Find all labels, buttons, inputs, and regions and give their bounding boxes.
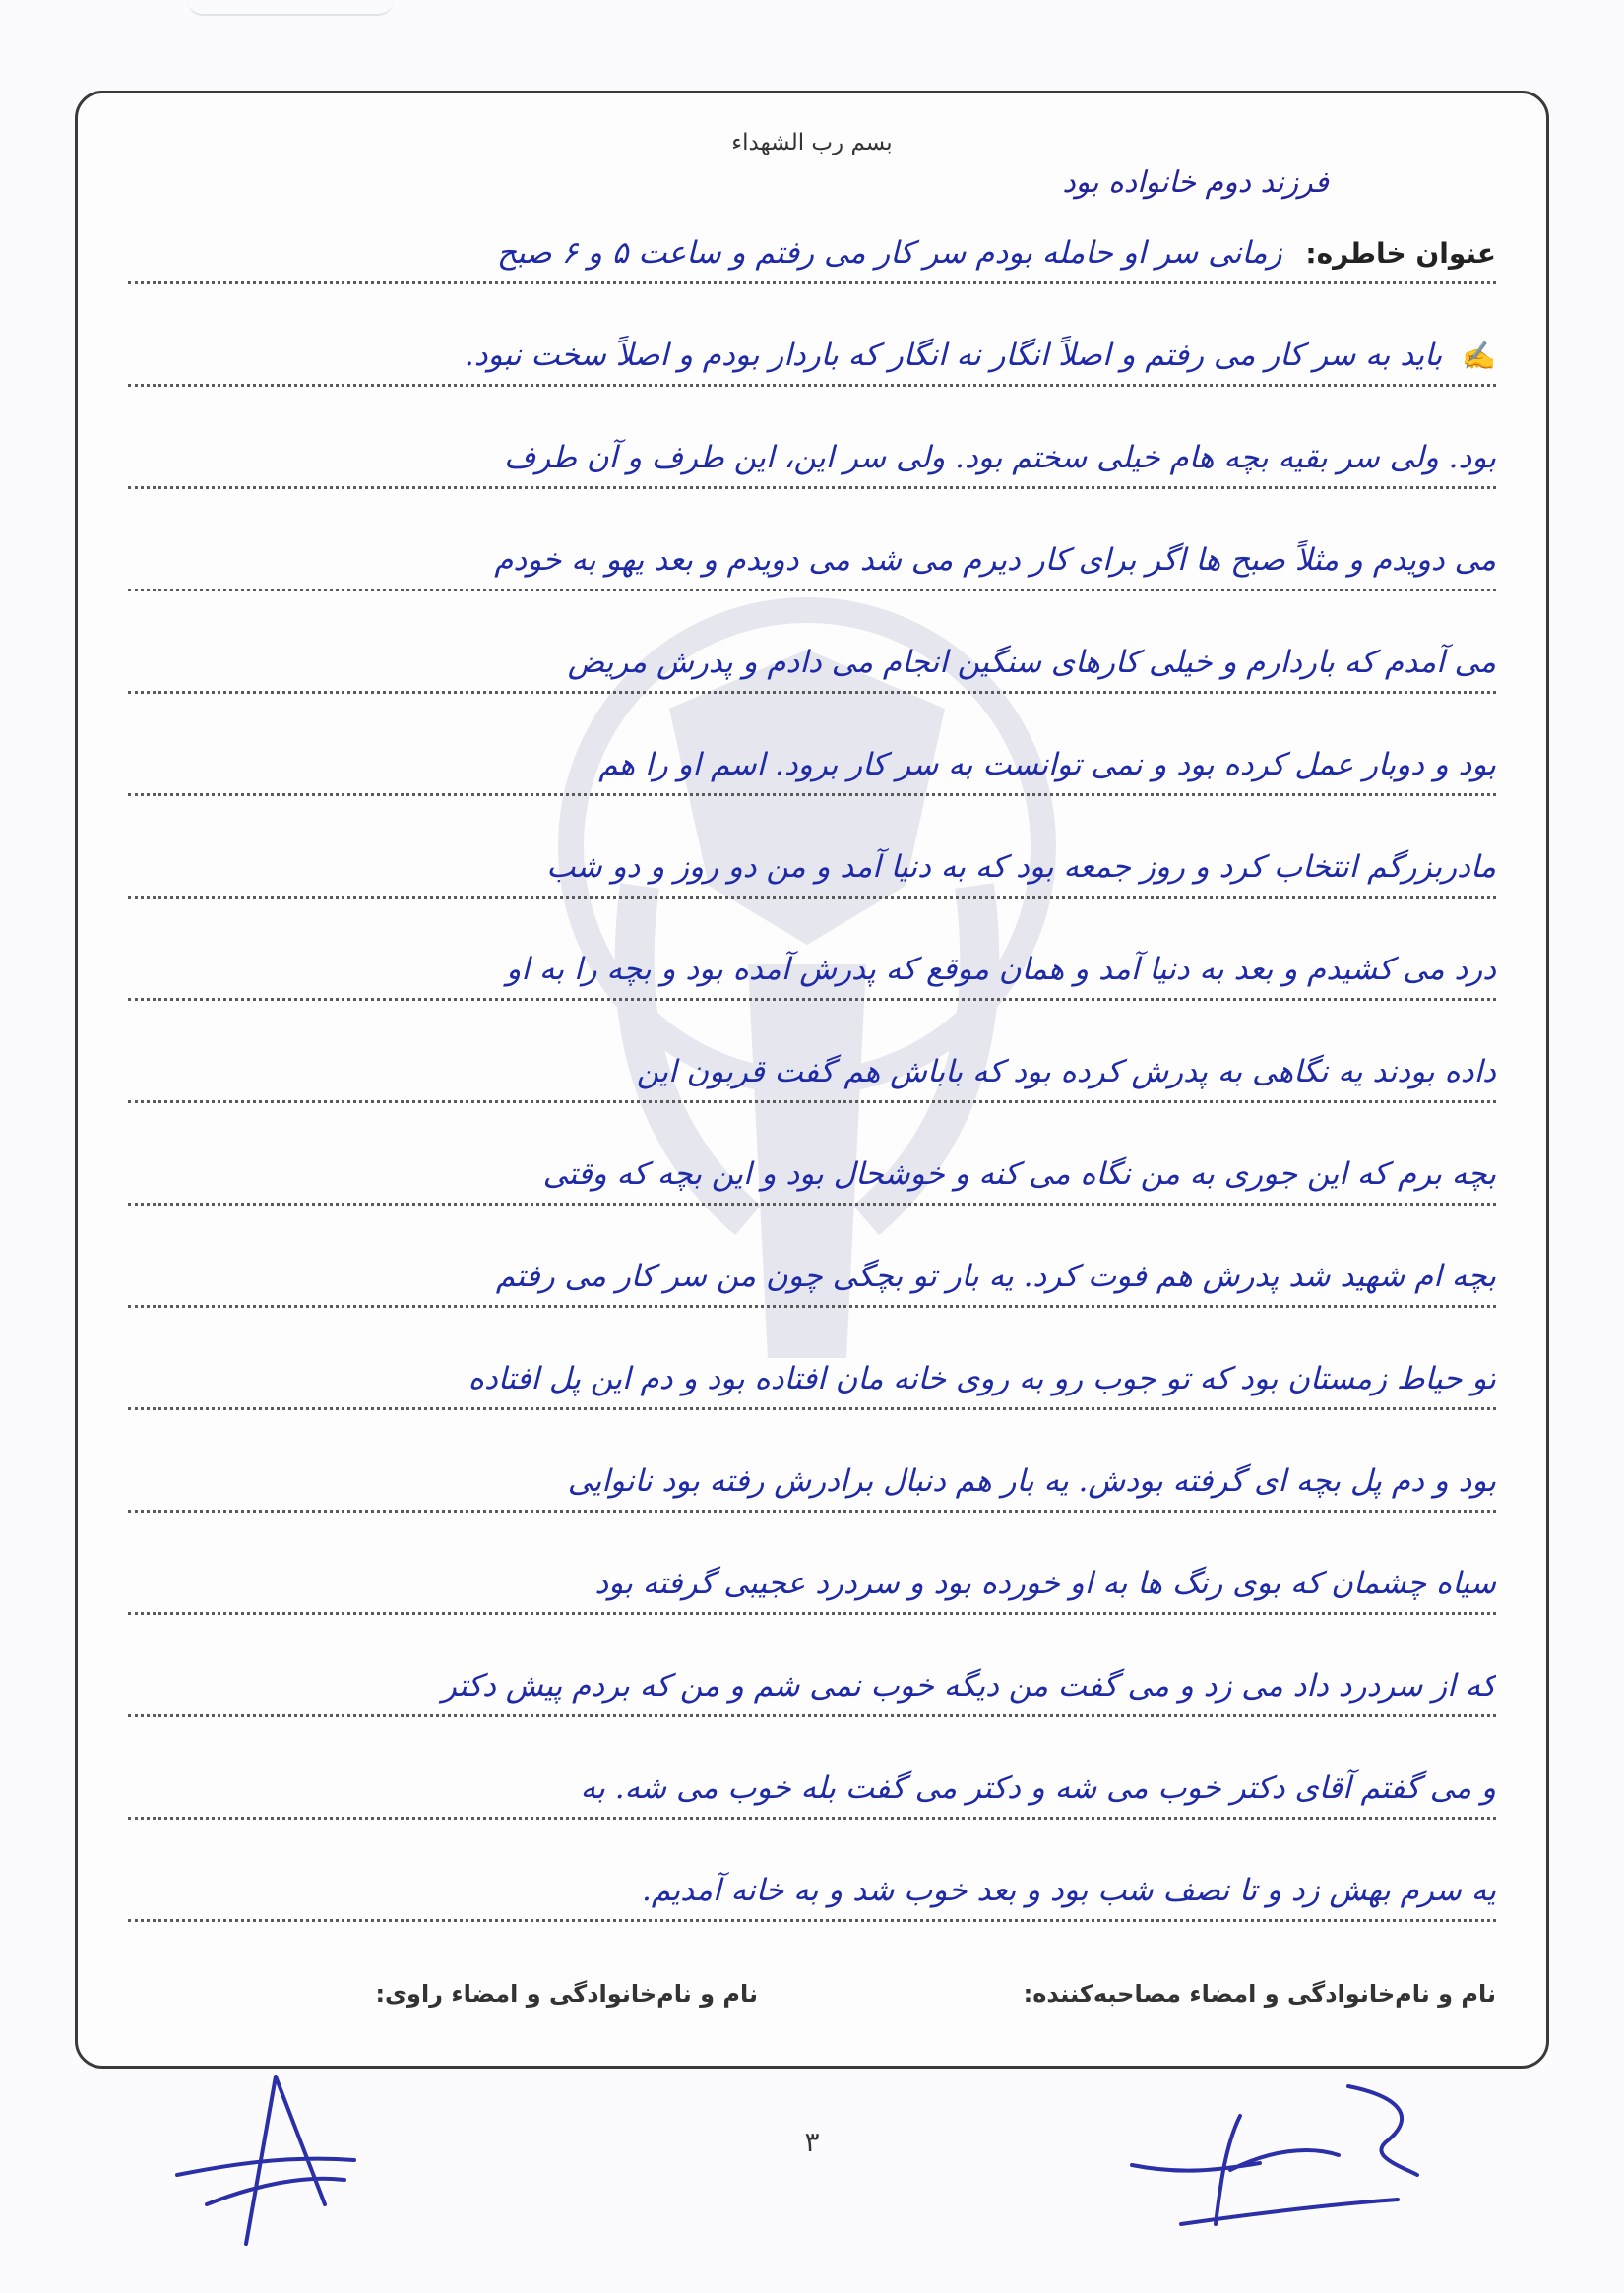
- memory-line-2: [128, 327, 1496, 387]
- memory-line-5: [128, 634, 1496, 694]
- memory-line-3: [128, 429, 1496, 489]
- memory-line-text: باید به سر کار می رفتم و اصلاً انگار نه انگار که باردار بودم و اصلاً سخت نبود.: [464, 338, 1443, 373]
- memory-line-text: بچه برم که این جوری به من نگاه می کنه و خوشحال بود و این بچه که وقتی: [542, 1156, 1496, 1192]
- memory-line-text: که از سردرد داد می زد و می گفت من دیگه خوب نمی شم و من که بردم پیش دکتر: [441, 1668, 1496, 1704]
- memory-line-1: [128, 224, 1496, 284]
- memory-line-text: سیاه چشمان که بوی رنگ ها به او خورده بود و سردرد عجیبی گرفته بود: [594, 1566, 1496, 1601]
- memory-line-text: تو حیاط زمستان بود که تو جوب رو به روی خانه مان افتاده بود و دم این پل افتاده: [468, 1361, 1496, 1396]
- memory-line-text: می دویدم و مثلاً صبح ها اگر برای کار دیرم می شد می دویدم و بعد یهو به خودم: [494, 542, 1496, 578]
- memory-line-text: بچه ام شهید شد پدرش هم فوت کرد. یه بار تو بچگی چون من سر کار می رفتم: [495, 1259, 1496, 1294]
- memory-line-text: درد می کشیدم و بعد به دنیا آمد و همان موقع که پدرش آمده بود و بچه را به او: [506, 952, 1496, 987]
- pen-icon: ✍: [1462, 340, 1496, 372]
- memory-line-16: [128, 1760, 1496, 1820]
- memory-line-text: بود. ولی سر بقیه بچه هام خیلی سختم بود. ولی سر این، این طرف و آن طرف: [504, 440, 1496, 475]
- memory-line-13: [128, 1453, 1496, 1513]
- memory-line-4: [128, 531, 1496, 591]
- memory-line-8: [128, 941, 1496, 1001]
- basmala-header: بسم رب الشهداء: [731, 130, 893, 155]
- memory-line-text: یه سرم بهش زد و تا نصف شب بود و بعد خوب شد و به خانه آمدیم.: [641, 1873, 1496, 1908]
- memory-line-text: می آمدم که باردارم و خیلی کارهای سنگین انجام می دادم و پدرش مریض: [567, 645, 1496, 680]
- memory-line-text: و می گفتم آقای دکتر خوب می شه و دکتر می گفت بله خوب می شه. به: [580, 1770, 1496, 1806]
- memory-line-9: [128, 1043, 1496, 1103]
- memory-line-12: [128, 1350, 1496, 1410]
- memory-line-7: [128, 838, 1496, 899]
- memory-line-text: داده بودند یه نگاهی به پدرش کرده بود که باباش هم گفت قربون این: [636, 1054, 1496, 1089]
- memory-line-14: [128, 1555, 1496, 1615]
- page-number: ۳: [804, 2126, 820, 2158]
- memory-line-15: [128, 1657, 1496, 1717]
- memory-line-text: مادربزرگم انتخاب کرد و روز جمعه بود که به دنیا آمد و من دو روز و دو شب: [546, 849, 1496, 885]
- memory-subtitle: فرزند دوم خانواده بود: [1062, 165, 1329, 200]
- interviewer-signature-label: نام و نام‌خانوادگی و امضاء مصاحبه‌کننده:: [1023, 1980, 1496, 2008]
- memory-line-text: بود و دوبار عمل کرده بود و نمی توانست به سر کار برود. اسم او را هم: [598, 747, 1496, 782]
- memory-line-text: زمانی سر او حامله بودم سر کار می رفتم و ساعت ۵ و ۶ صبح: [496, 235, 1282, 271]
- narrator-signature-label: نام و نام‌خانوادگی و امضاء راوی:: [375, 1980, 758, 2008]
- memory-line-text: بود و دم پل بچه ای گرفته بودش. یه بار هم دنبال برادرش رفته بود نانوایی: [567, 1463, 1496, 1499]
- memory-line-6: [128, 736, 1496, 796]
- memory-line-11: [128, 1248, 1496, 1308]
- memory-line-10: [128, 1146, 1496, 1206]
- memory-title-label: عنوان خاطره:: [1305, 237, 1496, 270]
- memory-line-17: [128, 1862, 1496, 1922]
